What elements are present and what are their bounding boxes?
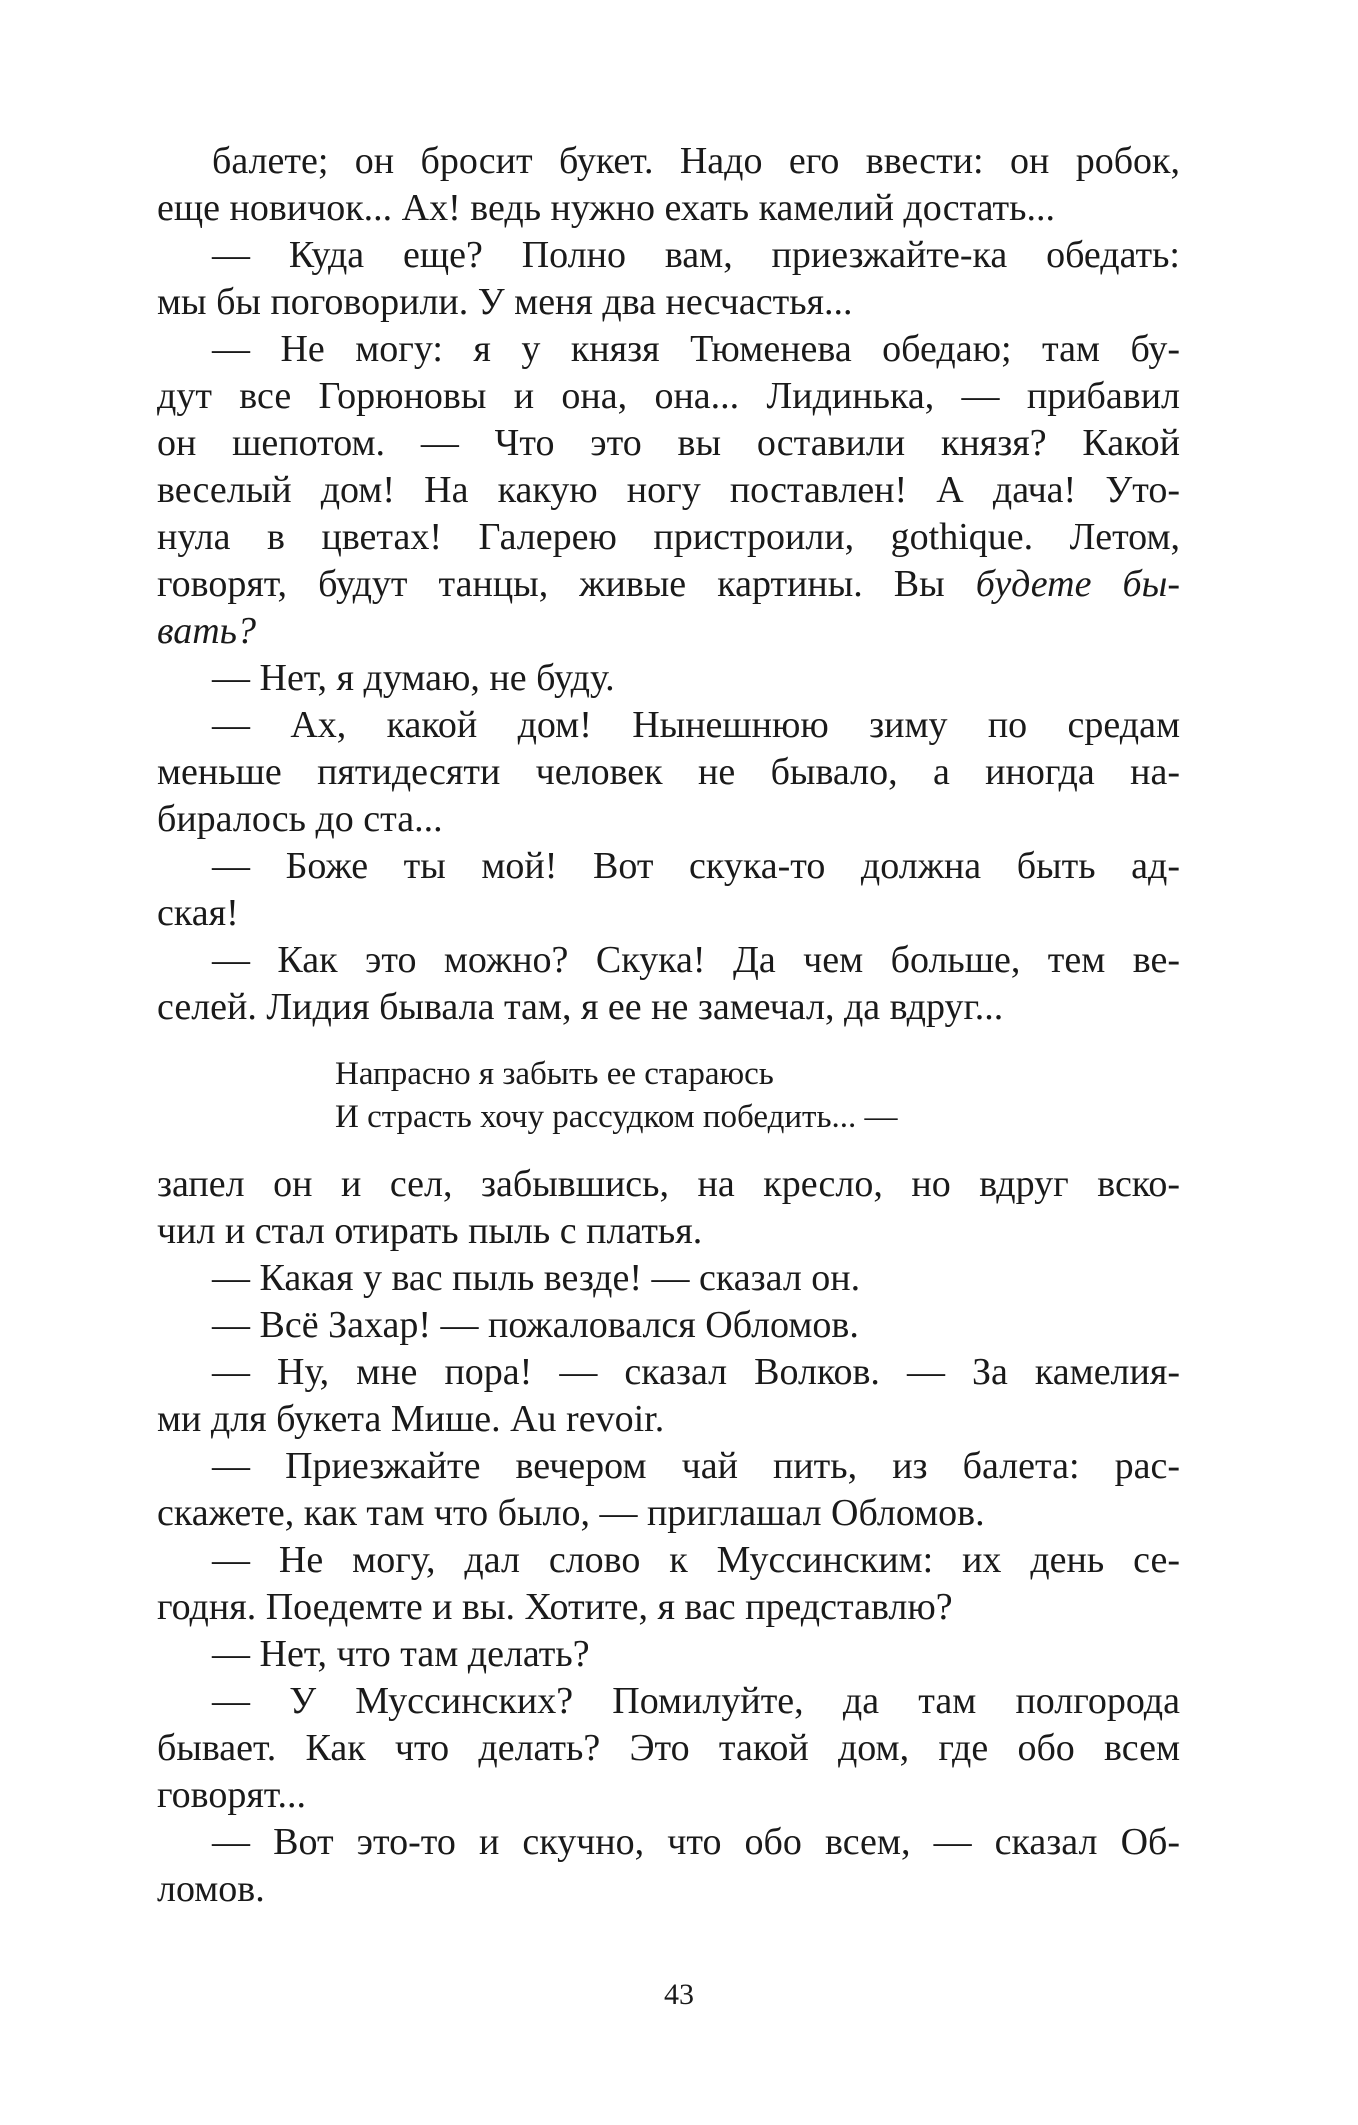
paragraph <box>157 1349 1180 1443</box>
paragraph <box>157 1537 1180 1631</box>
text-line: веселый дом! На какую ногу поставлен! А дача! Уто- <box>157 469 1180 511</box>
text-line: биралось до ста... <box>157 798 443 840</box>
text-line: говорят... <box>157 1774 307 1816</box>
text-line: — Всё Захар! — пожаловался Обломов. <box>212 1304 859 1346</box>
paragraph <box>157 655 1180 702</box>
text-line: — Не могу, дал слово к Муссинским: их день се- <box>212 1539 1180 1581</box>
paragraph <box>157 1443 1180 1537</box>
text-line: — Вот это-то и скучно, что обо всем, — сказал Об- <box>212 1821 1180 1863</box>
paragraph <box>157 1302 1180 1349</box>
paragraph <box>157 1631 1180 1678</box>
paragraph <box>157 843 1180 937</box>
text-line: — Не могу: я у князя Тюменева обедаю; там бу- <box>212 328 1180 370</box>
text-line: — Куда еще? Полно вам, приезжайте-ка обедать: <box>212 234 1180 276</box>
paragraph <box>157 326 1180 655</box>
prose-after-verse <box>157 1161 1180 1913</box>
verse-line: И страсть хочу рассудком победить... — <box>335 1099 898 1135</box>
text-line: ломов. <box>157 1868 265 1910</box>
text-line: скажете, как там что было, — приглашал Обломов. <box>157 1492 985 1534</box>
paragraph <box>157 1255 1180 1302</box>
verse-line: Напрасно я забыть ее стараюсь <box>335 1056 774 1092</box>
text-line: чил и стал отирать пыль с платья. <box>157 1210 703 1252</box>
paragraph <box>157 1678 1180 1819</box>
paragraph <box>157 702 1180 843</box>
text-line: вать? <box>157 610 256 652</box>
text-line: — Как это можно? Скука! Да чем больше, тем ве- <box>212 939 1180 981</box>
text-column <box>157 138 1180 1913</box>
text-line: запел он и сел, забывшись, на кресло, но вдруг вско- <box>157 1163 1180 1205</box>
text-line: еще новичок... Ах! ведь нужно ехать камелий достать... <box>157 187 1055 229</box>
text-line: дут все Горюновы и она, она... Лидинька, — прибавил <box>157 375 1180 417</box>
text-line: ская! <box>157 892 239 934</box>
paragraph <box>157 1161 1180 1255</box>
paragraph <box>157 937 1180 1031</box>
text-line: говорят, будут танцы, живые картины. Вы будете бы- <box>157 563 1180 605</box>
prose-before-verse <box>157 138 1180 1031</box>
text-line: мы бы поговорили. У меня два несчастья... <box>157 281 853 323</box>
text-line: балете; он бросит букет. Надо его ввести: он робок, <box>212 140 1180 182</box>
text-line: меньше пятидесяти человек не бывало, а иногда на- <box>157 751 1180 793</box>
text-line: — Нет, я думаю, не буду. <box>212 657 615 699</box>
verse-inset <box>335 1053 1180 1139</box>
italic-text: будете бы- <box>975 563 1180 605</box>
text-line: бывает. Как что делать? Это такой дом, где обо всем <box>157 1727 1180 1769</box>
text-line: нула в цветах! Галерею пристроили, gothique. Летом, <box>157 516 1180 558</box>
paragraph <box>157 138 1180 232</box>
page-number: 43 <box>664 1978 694 2011</box>
text-line: он шепотом. — Что это вы оставили князя? Какой <box>157 422 1180 464</box>
text-line: селей. Лидия бывала там, я ее не замечал, да вдруг... <box>157 986 1004 1028</box>
text-line: — Какая у вас пыль везде! — сказал он. <box>212 1257 861 1299</box>
text-line: — Нет, что там делать? <box>212 1633 590 1675</box>
paragraph <box>157 1819 1180 1913</box>
text-line: ми для букета Мише. Au revoir. <box>157 1398 665 1440</box>
text-line: — Ну, мне пора! — сказал Волков. — За камелия- <box>212 1351 1180 1393</box>
text-line: годня. Поедемте и вы. Хотите, я вас представлю? <box>157 1586 953 1628</box>
text-line: — Приезжайте вечером чай пить, из балета: рас- <box>212 1445 1180 1487</box>
text-line: — Ах, какой дом! Нынешнюю зиму по средам <box>212 704 1180 746</box>
text-line: — У Муссинских? Помилуйте, да там полгорода <box>212 1680 1180 1722</box>
text-line: — Боже ты мой! Вот скука-то должна быть ад- <box>212 845 1180 887</box>
paragraph <box>157 232 1180 326</box>
